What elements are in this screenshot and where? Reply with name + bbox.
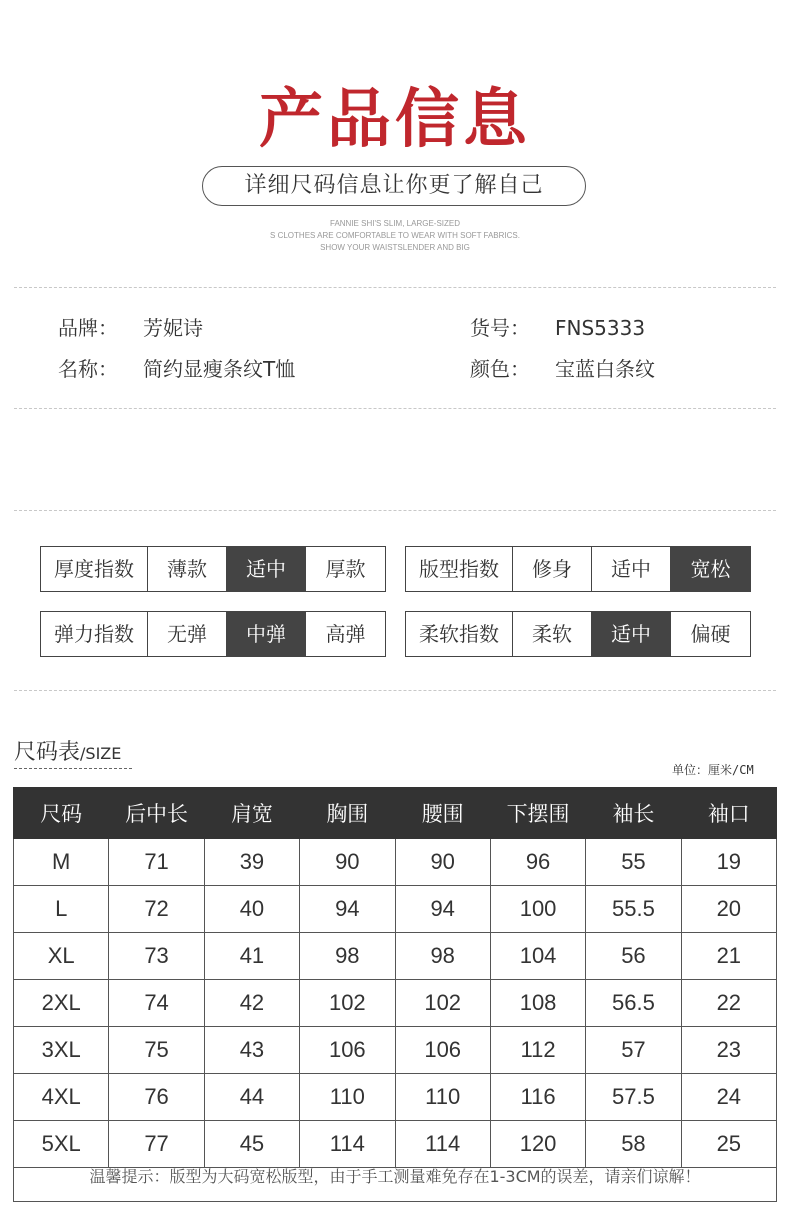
measure-cell: 57.5 bbox=[586, 1074, 681, 1121]
measure-cell: 25 bbox=[681, 1121, 776, 1168]
divider bbox=[14, 287, 776, 288]
table-row bbox=[14, 980, 777, 1027]
size-cell: 4XL bbox=[14, 1074, 109, 1121]
index-option-selected: 宽松 bbox=[671, 547, 750, 591]
english-line: FANNIE SHI'S SLIM, LARGE-SIZED bbox=[330, 219, 460, 228]
measure-cell: 55.5 bbox=[586, 886, 681, 933]
name-value: 简约显瘦条纹T恤 bbox=[143, 357, 296, 381]
size-cell: 3XL bbox=[14, 1027, 109, 1074]
size-cell: XL bbox=[14, 933, 109, 980]
index-option-selected: 适中 bbox=[227, 547, 306, 591]
measure-cell: 56 bbox=[586, 933, 681, 980]
measure-cell: 100 bbox=[490, 886, 585, 933]
english-tagline bbox=[0, 218, 790, 254]
softness-index bbox=[405, 611, 751, 657]
index-option: 柔软 bbox=[513, 612, 592, 656]
measure-cell: 75 bbox=[109, 1027, 204, 1074]
table-row bbox=[14, 933, 777, 980]
index-option: 无弹 bbox=[148, 612, 227, 656]
measure-cell: 39 bbox=[204, 839, 299, 886]
measure-cell: 96 bbox=[490, 839, 585, 886]
measure-cell: 73 bbox=[109, 933, 204, 980]
column-header: 后中长 bbox=[109, 788, 204, 839]
measure-cell: 43 bbox=[204, 1027, 299, 1074]
measure-cell: 44 bbox=[204, 1074, 299, 1121]
measure-cell: 110 bbox=[395, 1074, 490, 1121]
measure-cell: 112 bbox=[490, 1027, 585, 1074]
size-cell: 5XL bbox=[14, 1121, 109, 1168]
unit-label: 单位：厘米/CM bbox=[672, 763, 754, 777]
measure-cell: 77 bbox=[109, 1121, 204, 1168]
index-option: 厚款 bbox=[325, 557, 366, 581]
measure-cell: 98 bbox=[300, 933, 395, 980]
table-row bbox=[14, 886, 777, 933]
english-line: S CLOTHES ARE COMFORTABLE TO WEAR WITH SOFT FABRICS. bbox=[270, 231, 520, 240]
size-cell: 2XL bbox=[14, 980, 109, 1027]
measure-cell: 114 bbox=[300, 1121, 395, 1168]
brand-label: 品牌： bbox=[58, 316, 118, 340]
index-option: 修身 bbox=[513, 547, 592, 591]
measure-cell: 24 bbox=[681, 1074, 776, 1121]
elasticity-index bbox=[40, 611, 386, 657]
measure-cell: 114 bbox=[395, 1121, 490, 1168]
size-table bbox=[13, 787, 777, 1168]
color-value: 宝蓝白条纹 bbox=[555, 357, 655, 381]
measure-cell: 41 bbox=[204, 933, 299, 980]
fit-index bbox=[405, 546, 751, 592]
divider bbox=[14, 408, 776, 409]
table-header-row bbox=[14, 788, 777, 839]
index-option: 薄款 bbox=[148, 547, 227, 591]
size-cell: L bbox=[14, 886, 109, 933]
measure-cell: 74 bbox=[109, 980, 204, 1027]
subtitle-pill: 详细尺码信息让你更了解自己 bbox=[202, 166, 586, 206]
measure-cell: 106 bbox=[300, 1027, 395, 1074]
measure-cell: 23 bbox=[681, 1027, 776, 1074]
thickness-index bbox=[40, 546, 386, 592]
measure-cell: 71 bbox=[109, 839, 204, 886]
column-header: 肩宽 bbox=[204, 788, 299, 839]
index-label: 弹力指数 bbox=[41, 612, 148, 656]
sku-value: FNS5333 bbox=[555, 316, 646, 340]
measure-cell: 72 bbox=[109, 886, 204, 933]
color-label: 颜色： bbox=[470, 357, 530, 381]
measure-cell: 45 bbox=[204, 1121, 299, 1168]
measure-cell: 104 bbox=[490, 933, 585, 980]
table-row bbox=[14, 1074, 777, 1121]
column-header: 下摆围 bbox=[490, 788, 585, 839]
sku-label: 货号： bbox=[470, 316, 530, 340]
measure-cell: 94 bbox=[300, 886, 395, 933]
measure-cell: 55 bbox=[586, 839, 681, 886]
size-chart-title-text: 尺码表 bbox=[14, 740, 81, 765]
index-label: 柔软指数 bbox=[406, 612, 513, 656]
index-option: 偏硬 bbox=[690, 622, 731, 646]
tip-note: 温馨提示：版型为大码宽松版型，由于手工测量难免存在1-3CM的误差，请亲们谅解！ bbox=[13, 1154, 777, 1202]
size-chart-title-suffix: /SIZE bbox=[80, 744, 122, 763]
column-header: 胸围 bbox=[300, 788, 395, 839]
english-line: SHOW YOUR WAISTSLENDER AND BIG bbox=[320, 243, 470, 252]
brand-value: 芳妮诗 bbox=[143, 316, 203, 340]
measure-cell: 102 bbox=[395, 980, 490, 1027]
index-option-selected: 适中 bbox=[592, 612, 671, 656]
measure-cell: 98 bbox=[395, 933, 490, 980]
measure-cell: 20 bbox=[681, 886, 776, 933]
index-option-selected: 中弹 bbox=[227, 612, 306, 656]
measure-cell: 42 bbox=[204, 980, 299, 1027]
measure-cell: 116 bbox=[490, 1074, 585, 1121]
divider bbox=[14, 510, 776, 511]
column-header: 袖口 bbox=[681, 788, 776, 839]
name-label: 名称： bbox=[58, 357, 118, 381]
index-option: 高弹 bbox=[325, 622, 366, 646]
measure-cell: 19 bbox=[681, 839, 776, 886]
measure-cell: 57 bbox=[586, 1027, 681, 1074]
page-title: 产品信息 bbox=[259, 83, 531, 157]
measure-cell: 102 bbox=[300, 980, 395, 1027]
measure-cell: 56.5 bbox=[586, 980, 681, 1027]
index-option: 适中 bbox=[592, 547, 671, 591]
index-label: 版型指数 bbox=[406, 547, 513, 591]
measure-cell: 21 bbox=[681, 933, 776, 980]
table-row bbox=[14, 839, 777, 886]
size-cell: M bbox=[14, 839, 109, 886]
table-row bbox=[14, 1027, 777, 1074]
size-title-underline bbox=[14, 768, 132, 769]
measure-cell: 108 bbox=[490, 980, 585, 1027]
divider bbox=[14, 690, 776, 691]
measure-cell: 90 bbox=[300, 839, 395, 886]
measure-cell: 90 bbox=[395, 839, 490, 886]
measure-cell: 40 bbox=[204, 886, 299, 933]
measure-cell: 110 bbox=[300, 1074, 395, 1121]
size-chart-title bbox=[14, 736, 121, 771]
index-label: 厚度指数 bbox=[41, 547, 148, 591]
measure-cell: 94 bbox=[395, 886, 490, 933]
measure-cell: 120 bbox=[490, 1121, 585, 1168]
measure-cell: 58 bbox=[586, 1121, 681, 1168]
measure-cell: 22 bbox=[681, 980, 776, 1027]
column-header: 袖长 bbox=[586, 788, 681, 839]
measure-cell: 106 bbox=[395, 1027, 490, 1074]
column-header: 尺码 bbox=[14, 788, 109, 839]
column-header: 腰围 bbox=[395, 788, 490, 839]
measure-cell: 76 bbox=[109, 1074, 204, 1121]
